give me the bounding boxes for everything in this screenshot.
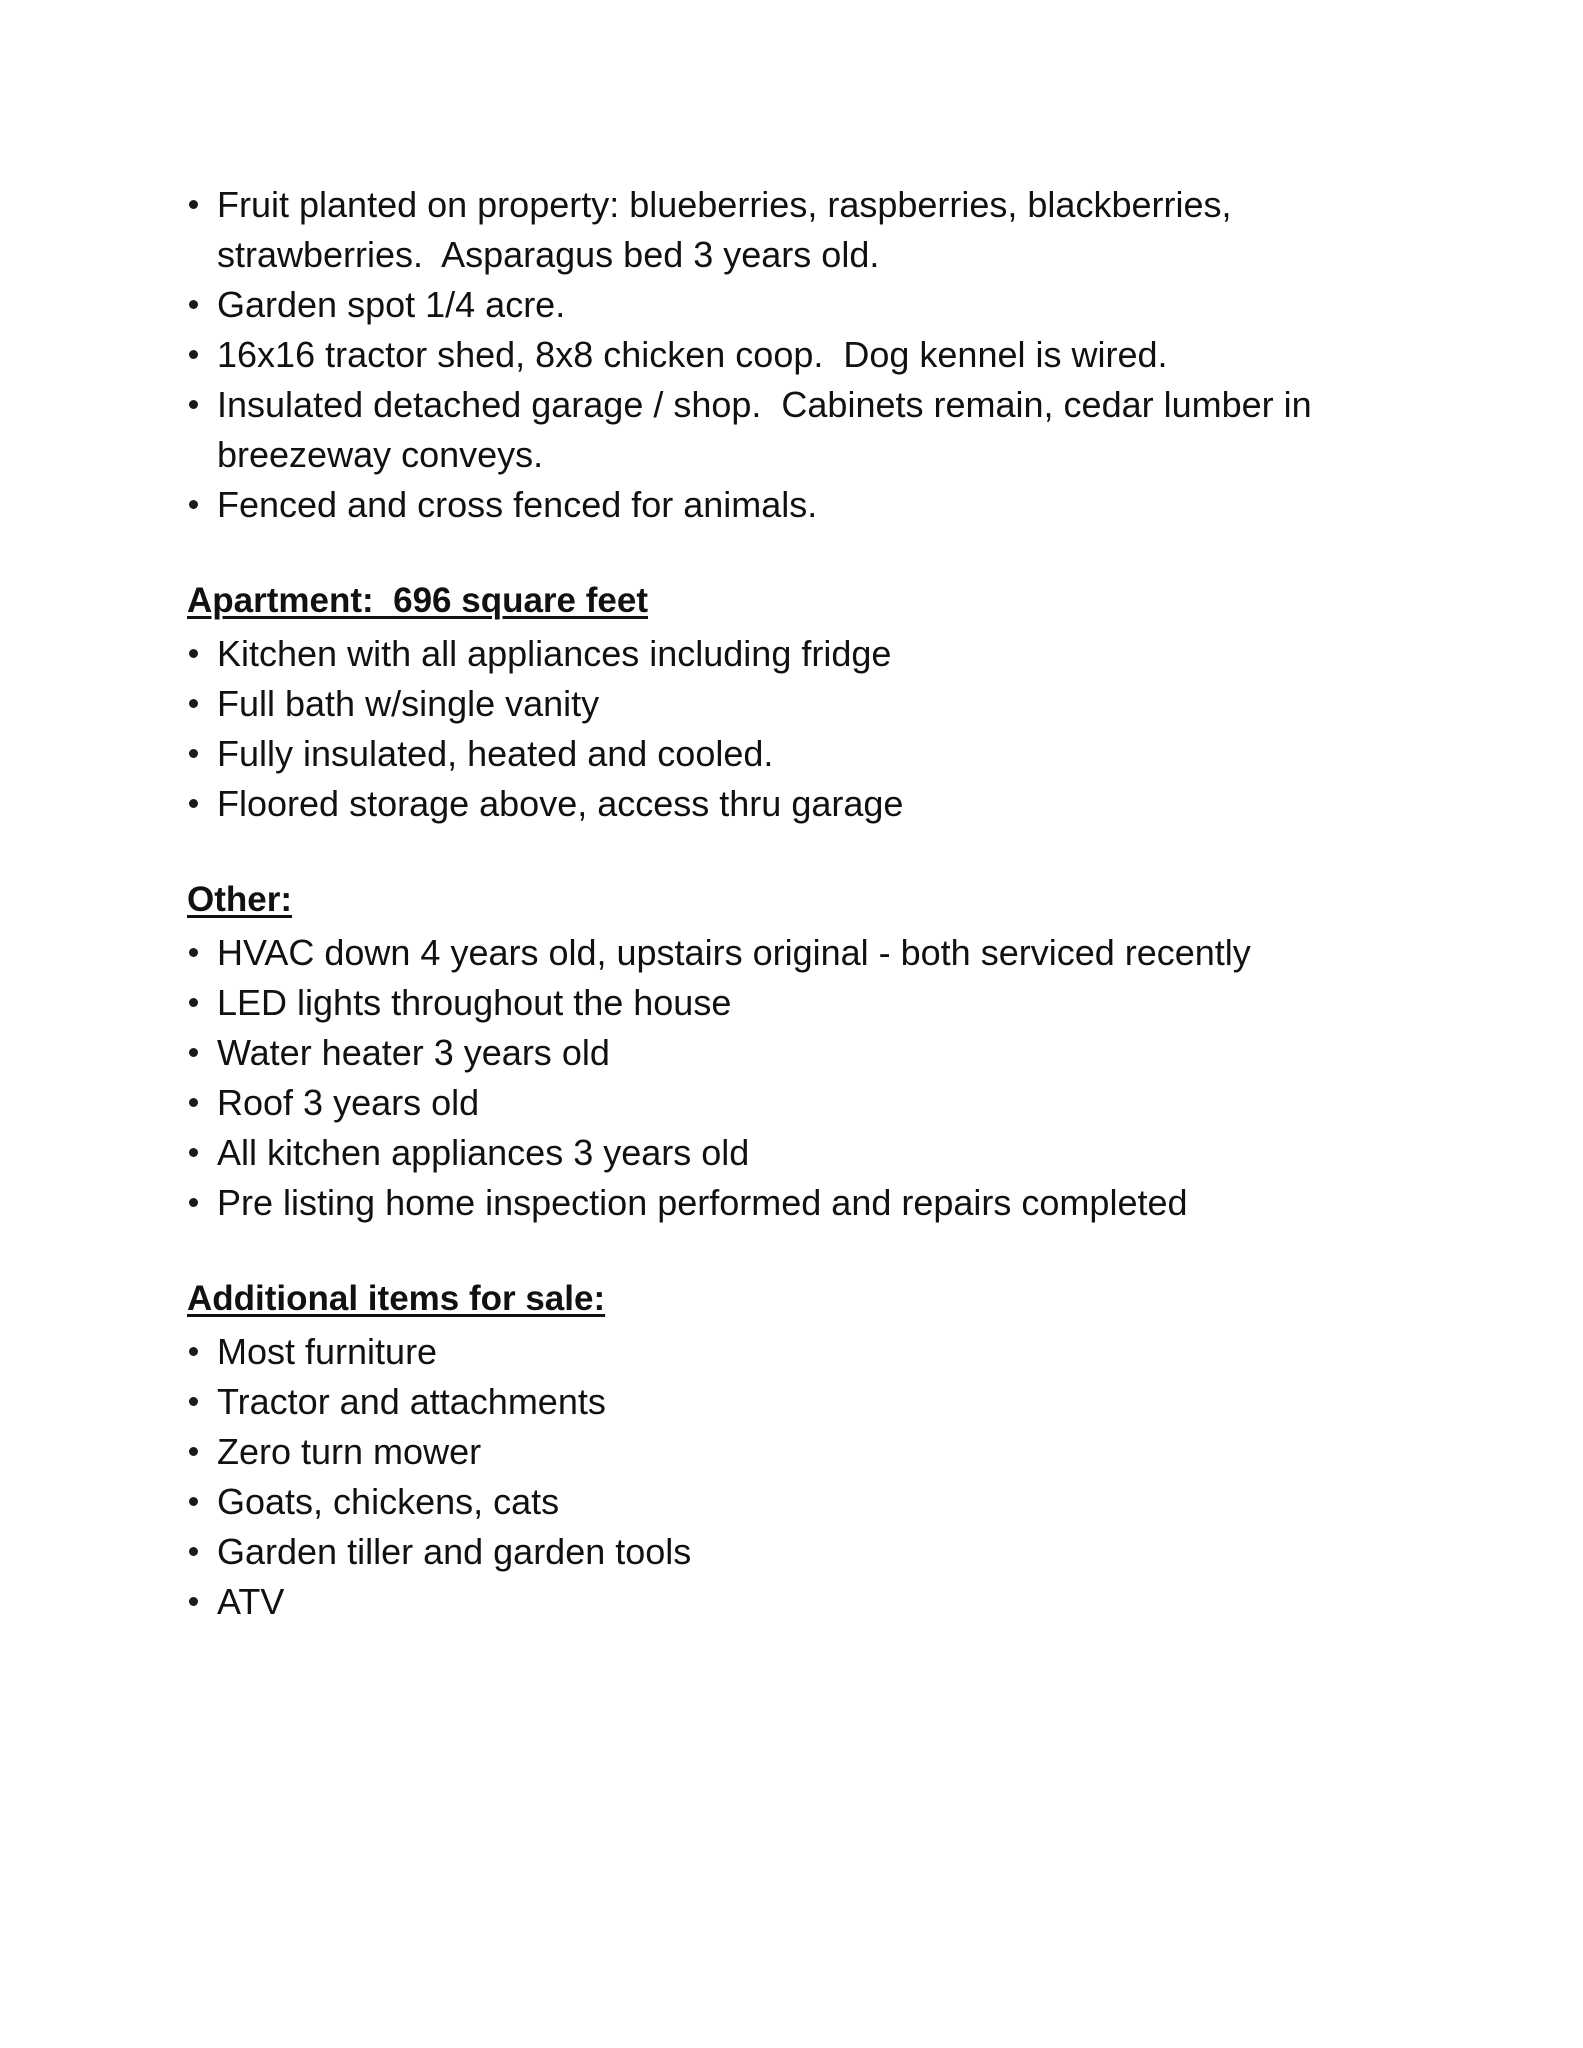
list-item — [187, 330, 1347, 380]
bullet-icon — [189, 1148, 198, 1157]
list-item-text: Zero turn mower — [217, 1431, 482, 1472]
list-item-text: Fruit planted on property: blueberries, raspberries, blackberries, strawberries. Asparagus bed 3 years old. — [217, 184, 1242, 275]
list-item — [187, 779, 1347, 829]
list-item — [187, 1477, 1347, 1527]
section-heading: Other: — [187, 880, 292, 919]
bullet-list — [187, 928, 1347, 1228]
list-item — [187, 1327, 1347, 1377]
list-item — [187, 729, 1347, 779]
bullet-icon — [189, 1048, 198, 1057]
list-item-text: Full bath w/single vanity — [217, 683, 600, 724]
list-item — [187, 629, 1347, 679]
list-item — [187, 679, 1347, 729]
bullet-icon — [189, 200, 198, 209]
section-apartment — [187, 576, 1377, 829]
list-item-text: All kitchen appliances 3 years old — [217, 1132, 750, 1173]
bullet-icon — [189, 1198, 198, 1207]
list-item — [187, 380, 1347, 480]
bullet-icon — [189, 799, 198, 808]
list-item-text: HVAC down 4 years old, upstairs original - both serviced recently — [217, 932, 1251, 973]
bullet-icon — [189, 500, 198, 509]
list-item-text: ATV — [217, 1581, 285, 1622]
list-item-text: Kitchen with all appliances including fridge — [217, 633, 892, 674]
list-item — [187, 1178, 1347, 1228]
list-item — [187, 480, 1347, 530]
section-heading: Additional items for sale: — [187, 1279, 606, 1318]
list-item-text: Fully insulated, heated and cooled. — [217, 733, 774, 774]
list-item — [187, 180, 1347, 280]
list-item-text: Pre listing home inspection performed and repairs completed — [217, 1182, 1188, 1223]
list-item-text: Fenced and cross fenced for animals. — [217, 484, 818, 525]
list-item-text: Garden tiller and garden tools — [217, 1531, 692, 1572]
list-item-text: Water heater 3 years old — [217, 1032, 610, 1073]
bullet-icon — [189, 1347, 198, 1356]
bullet-list — [187, 629, 1347, 829]
section-heading: Apartment: 696 square feet — [187, 581, 648, 620]
bullet-icon — [189, 948, 198, 957]
list-item-text: Goats, chickens, cats — [217, 1481, 560, 1522]
bullet-icon — [189, 1497, 198, 1506]
list-item — [187, 978, 1347, 1028]
bullet-icon — [189, 300, 198, 309]
bullet-icon — [189, 998, 198, 1007]
bullet-icon — [189, 1098, 198, 1107]
list-item — [187, 1028, 1347, 1078]
list-item — [187, 1128, 1347, 1178]
list-item-text: Roof 3 years old — [217, 1082, 480, 1123]
bullet-list — [187, 1327, 1347, 1627]
list-item-text: 16x16 tractor shed, 8x8 chicken coop. Dog kennel is wired. — [217, 334, 1168, 375]
bullet-icon — [189, 350, 198, 359]
bullet-icon — [189, 400, 198, 409]
bullet-icon — [189, 649, 198, 658]
list-item — [187, 1078, 1347, 1128]
bullet-icon — [189, 1597, 198, 1606]
bullet-icon — [189, 1397, 198, 1406]
list-item-text: Garden spot 1/4 acre. — [217, 284, 566, 325]
section-additional-items — [187, 1274, 1377, 1627]
list-item-text: Insulated detached garage / shop. Cabinets remain, cedar lumber in breezeway conveys. — [217, 384, 1322, 475]
list-item — [187, 1427, 1347, 1477]
section-property-features — [187, 180, 1377, 530]
list-item — [187, 928, 1347, 978]
bullet-icon — [189, 749, 198, 758]
list-item — [187, 1577, 1347, 1627]
section-other — [187, 875, 1377, 1228]
list-item-text: Most furniture — [217, 1331, 438, 1372]
list-item-text: Tractor and attachments — [217, 1381, 606, 1422]
list-item — [187, 280, 1347, 330]
bullet-icon — [189, 1547, 198, 1556]
list-item — [187, 1527, 1347, 1577]
bullet-icon — [189, 699, 198, 708]
list-item — [187, 1377, 1347, 1427]
bullet-icon — [189, 1447, 198, 1456]
list-item-text: Floored storage above, access thru garage — [217, 783, 904, 824]
list-item-text: LED lights throughout the house — [217, 982, 732, 1023]
bullet-list — [187, 180, 1347, 530]
document-body — [187, 180, 1377, 1627]
